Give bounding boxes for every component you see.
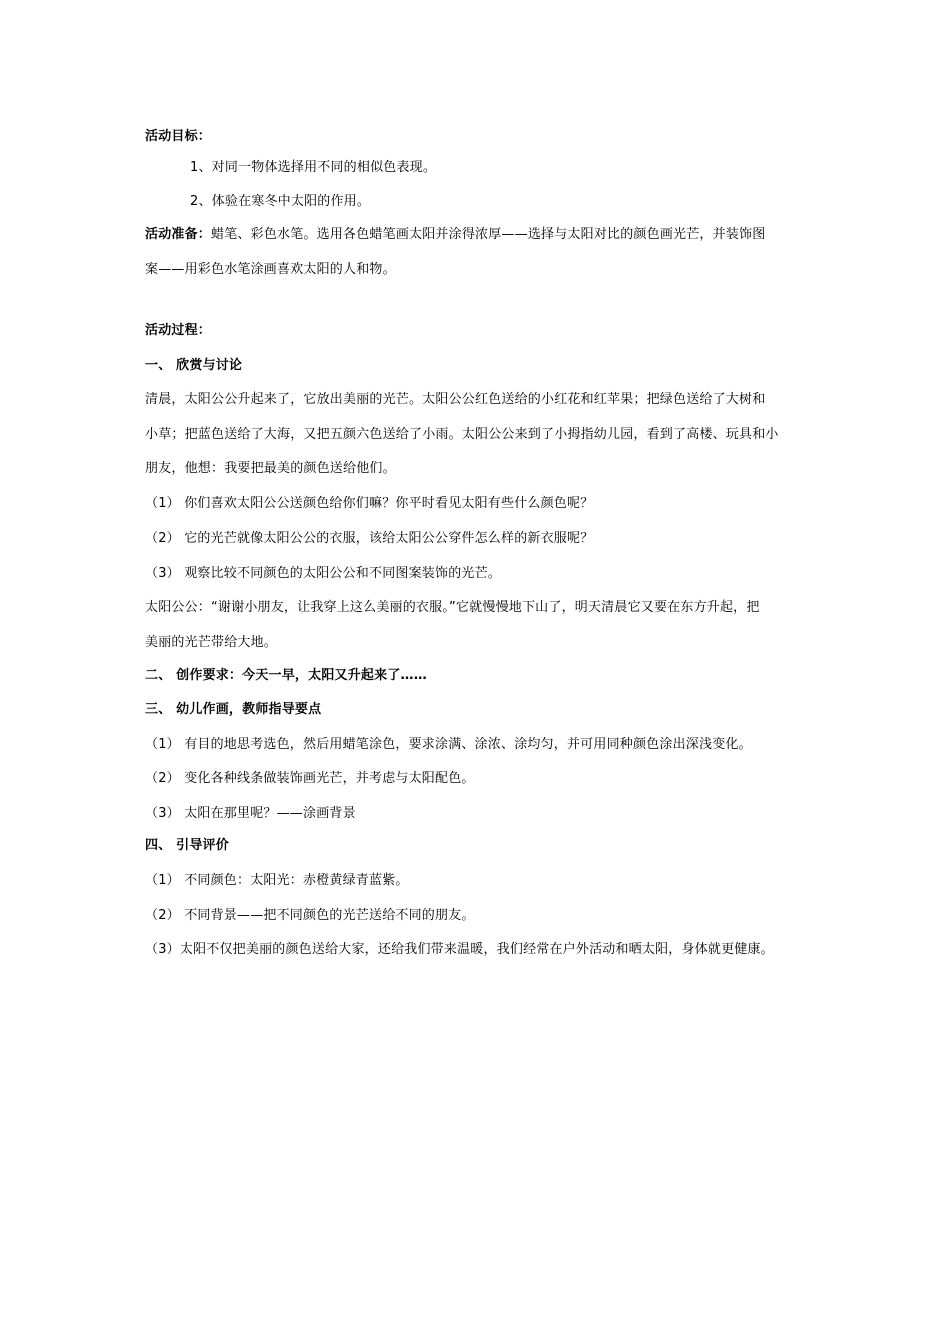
section-1-closing-line-2: 美丽的光芒带给大地。 bbox=[145, 635, 278, 650]
section-3-title: 三、 幼儿作画，教师指导要点 bbox=[145, 702, 322, 717]
section-4-title: 四、 引导评价 bbox=[145, 838, 229, 853]
section-3-item-3: （3） 太阳在那里呢？——涂画背景 bbox=[145, 806, 356, 821]
goal-item-1: 1、对同一物体选择用不同的相似色表现。 bbox=[190, 160, 437, 175]
process-heading: 活动过程： bbox=[145, 323, 212, 338]
section-1-paragraph-line-1: 清晨，太阳公公升起来了，它放出美丽的光芒。太阳公公红色送给的小红花和红苹果；把绿色送给了大树和 bbox=[145, 392, 766, 407]
section-4-item-3: （3）太阳不仅把美丽的颜色送给大家，还给我们带来温暖，我们经常在户外活动和晒太阳，身体就更健康。 bbox=[145, 942, 774, 957]
section-1-title: 一、 欣赏与讨论 bbox=[145, 358, 243, 373]
section-1-item-1: （1） 你们喜欢太阳公公送颜色给你们嘛？你平时看见太阳有些什么颜色呢？ bbox=[145, 496, 594, 511]
section-1-item-3: （3） 观察比较不同颜色的太阳公公和不同图案装饰的光芒。 bbox=[145, 566, 502, 581]
goal-item-2: 2、体验在寒冬中太阳的作用。 bbox=[190, 194, 371, 209]
section-4-item-2: （2） 不同背景——把不同颜色的光芒送给不同的朋友。 bbox=[145, 908, 475, 923]
preparation-text-1: 蜡笔、彩色水笔。选用各色蜡笔画太阳并涂得浓厚——选择与太阳对比的颜色画光芒，并装饰图 bbox=[211, 227, 766, 242]
section-2-title: 二、 创作要求：今天一早，太阳又升起来了…… bbox=[145, 668, 427, 683]
section-3-item-2: （2） 变化各种线条做装饰画光芒，并考虑与太阳配色。 bbox=[145, 771, 475, 786]
section-3-item-1: （1） 有目的地思考选色，然后用蜡笔涂色，要求涂满、涂浓、涂均匀，并可用同种颜色涂出深浅变化。 bbox=[145, 737, 752, 752]
preparation-line-2: 案——用彩色水笔涂画喜欢太阳的人和物。 bbox=[145, 262, 396, 277]
preparation-line-1 bbox=[145, 226, 765, 244]
section-1-paragraph-line-3: 朋友，他想：我要把最美的颜色送给他们。 bbox=[145, 461, 396, 476]
goals-heading: 活动目标： bbox=[145, 129, 212, 144]
section-1-closing-line-1: 太阳公公：“谢谢小朋友，让我穿上这么美丽的衣服。”它就慢慢地下山了，明天清晨它又要在东方升起，把 bbox=[145, 600, 760, 615]
preparation-label: 活动准备： bbox=[145, 227, 212, 242]
section-1-paragraph-line-2: 小草；把蓝色送给了大海，又把五颜六色送给了小雨。太阳公公来到了小拇指幼儿园，看到了高楼、玩具和小 bbox=[145, 427, 779, 442]
section-4-item-1: （1） 不同颜色：太阳光：赤橙黄绿青蓝紫。 bbox=[145, 873, 409, 888]
section-1-item-2: （2） 它的光芒就像太阳公公的衣服，该给太阳公公穿件怎么样的新衣服呢？ bbox=[145, 531, 594, 546]
